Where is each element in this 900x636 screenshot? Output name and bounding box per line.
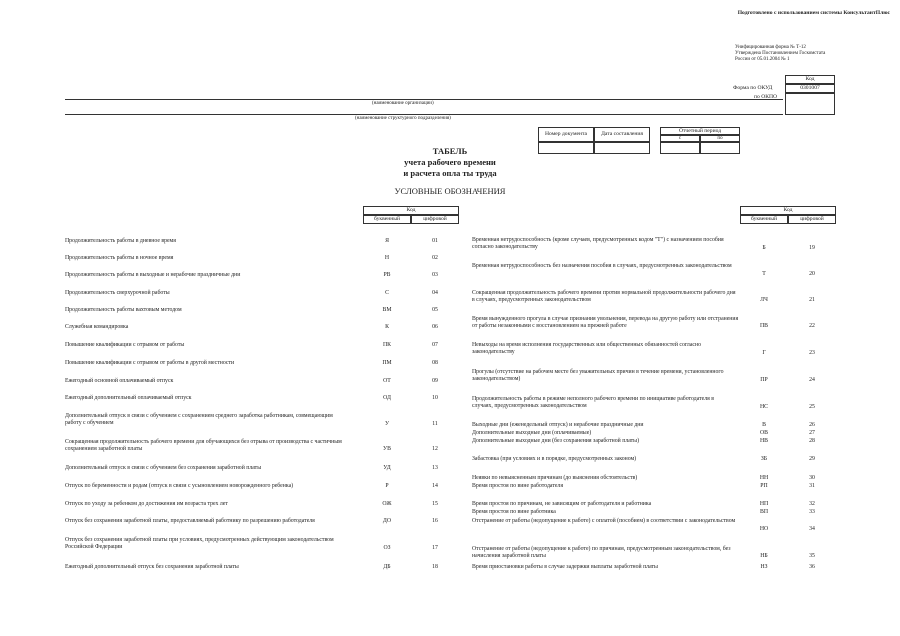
legend-item-text: Повышение квалификации с отрывом от работы в другой местности (65, 360, 235, 366)
legend-item-digit: 05 (432, 307, 438, 313)
legend-item-digit: 04 (432, 290, 438, 296)
title-line-2: учета рабочего времени (404, 157, 496, 167)
doc-number-header (538, 127, 594, 142)
legend-item-text: Ежегодный дополнительный отпуск без сохранения заработной платы (65, 564, 239, 570)
doc-date-header (594, 127, 650, 142)
legend-item-digit: 33 (809, 509, 815, 515)
title-line-1: ТАБЕЛЬ (432, 146, 468, 156)
legend-item-letter: В (762, 422, 766, 428)
legend-item-letter: РП (760, 483, 768, 489)
legend-item-digit: 20 (809, 271, 815, 277)
legend-item-digit: 13 (432, 465, 438, 471)
legend-item-text: Время приостановки работы в случае задержки выплаты заработной платы (472, 564, 658, 570)
form-line-3: России от 05.01.2004 № 1 (735, 57, 790, 62)
legend-item-digit: 02 (432, 255, 438, 261)
okud-code-header (785, 75, 835, 84)
legend-item-digit: 34 (809, 526, 815, 532)
okpo-value-cell (785, 93, 835, 115)
legend-item-letter: С (385, 290, 389, 296)
legend-item-digit: 18 (432, 564, 438, 570)
period-to-label: по (717, 136, 723, 141)
org-name-line (65, 99, 783, 100)
period-header (660, 127, 740, 135)
legend-item-letter: ОВ (759, 430, 769, 436)
doc-date-value[interactable] (594, 142, 650, 154)
legend-item-digit: 25 (809, 404, 815, 410)
legend-item-digit: 19 (809, 245, 815, 251)
legend-item-text: Отпуск по уходу за ребенком до достижения им возраста трех лет (65, 501, 228, 507)
legend-item-digit: 21 (809, 297, 815, 303)
right-code-label: Код (783, 207, 793, 213)
legend-item-letter: ВМ (382, 307, 392, 313)
left-digit-label: цифровой (423, 216, 447, 222)
legend-item-text: Ежегодный дополнительный оплачиваемый отпуск (65, 395, 192, 401)
right-digit-label: цифровой (800, 216, 824, 222)
legend-item-digit: 03 (432, 272, 438, 278)
period-label: Отчетный период (678, 128, 722, 134)
legend-item-letter: ОЗ (383, 545, 391, 551)
legend-item-text: Дополнительный отпуск в связи с обучением без сохранения заработной платы (65, 465, 262, 471)
legend-item-letter: Т (762, 271, 766, 277)
legend-item-text: Отстранение от работы (недопущение к работе) с оплатой (пособием) в соответствии с законодательством (472, 518, 736, 524)
form-line-2: Утверждена Постановлением Госкомстата (735, 51, 826, 56)
period-to-header (700, 135, 740, 142)
legend-item-digit: 15 (432, 501, 438, 507)
doc-number-label: Номер документа (545, 131, 587, 137)
okpo-label: по ОКПО (754, 94, 778, 100)
legend-item-digit: 31 (809, 483, 815, 489)
legend-item-letter: НП (759, 501, 769, 507)
legend-item-letter: НЗ (760, 564, 768, 570)
legend-item-digit: 01 (432, 238, 438, 244)
legend-item-letter: ПМ (382, 360, 392, 366)
legend-item-letter: ПВ (759, 323, 769, 329)
legend-item-text: Время простоя по вине работника (472, 509, 556, 515)
doc-date-label: Дата составления (601, 131, 643, 137)
legend-item-digit: 35 (809, 553, 815, 559)
left-digit-header (411, 215, 459, 224)
legend-item-letter: Я (385, 238, 389, 244)
legend-item-text: Продолжительность работы вахтовым методом (65, 307, 182, 313)
legend-item-letter: ДБ (383, 564, 391, 570)
legend-item-text: Дополнительный отпуск в связи с обучением с сохранением среднего заработка работникам, совмещающим работу с обучением (65, 413, 333, 426)
legend-item-letter: ЗБ (760, 456, 768, 462)
form-line-1: Унифицированная форма № Т-12 (735, 45, 806, 50)
legend-item-text: Неявки по невыясненным причинам (до выяснения обстоятельств) (472, 475, 638, 481)
left-code-label: Код (406, 207, 416, 213)
legend-item-text: Время простоя по вине работодателя (472, 483, 563, 489)
legend-item-letter: РВ (383, 272, 391, 278)
legend-item-text: Ежегодный основной оплачиваемый отпуск (65, 378, 174, 384)
legend-item-digit: 27 (809, 430, 815, 436)
legend-item-text: Временная нетрудоспособность (кроме случаев, предусмотренных кодом "Т") с назначением пособия согласно законодательству (472, 237, 724, 250)
legend-item-text: Продолжительность работы в дневное время (65, 238, 176, 244)
legend-item-text: Невыходы на время исполнения государственных или общественных обязанностей согласно законодательству (472, 342, 701, 355)
legend-item-letter: ОТ (383, 378, 391, 384)
legend-item-text: Отпуск по беременности и родам (отпуск в связи с усыновлением новорожденного ребенка) (65, 483, 294, 489)
right-digit-header (788, 215, 836, 224)
legend-item-text: Дополнительные выходные дни (без сохранения заработной платы) (472, 438, 639, 444)
legend-item-digit: 06 (432, 324, 438, 330)
legend-item-text: Продолжительность сверхурочной работы (65, 290, 170, 296)
legend-item-letter: Г (762, 350, 766, 356)
legend-item-digit: 11 (432, 421, 438, 427)
legend-item-letter: НО (759, 526, 769, 532)
legend-item-digit: 17 (432, 545, 438, 551)
right-letter-label: буквенный (751, 216, 777, 222)
legend-item-text: Отпуск без сохранения заработной платы, предоставляемый работнику по разрешению работодателя (65, 518, 315, 524)
prepared-note: Подготовлено с использованием системы КонсультантПлюс (737, 10, 890, 16)
legend-item-text: Продолжительность работы в режиме неполного рабочего времени по инициативе работодателя в случаях, предусмотренных законодательством (472, 396, 714, 409)
legend-item-digit: 28 (809, 438, 815, 444)
legend-item-digit: 10 (432, 395, 438, 401)
legend-item-digit: 30 (809, 475, 815, 481)
okud-code-label: Код (805, 76, 815, 82)
legend-item-text: Время вынужденного прогула в случае признания увольнения, перевода на другую работу или отстранения от работы незаконными с восстановлением на прежней работе (472, 316, 739, 329)
okud-value-cell (785, 84, 835, 93)
legend-item-letter: НН (759, 475, 769, 481)
legend-item-digit: 36 (809, 564, 815, 570)
legend-item-text: Отстранение от работы (недопущение к работе) по причинам, предусмотренным законодательством, без начисления заработной платы (472, 546, 731, 559)
org-name-caption: (наименование организации) (372, 101, 434, 106)
legend-item-letter: НВ (759, 438, 769, 444)
legend-item-letter: ПР (760, 377, 768, 383)
okud-label: Форма по ОКУД (733, 85, 773, 91)
legend-item-digit: 16 (432, 518, 438, 524)
okud-value: 0301007 (800, 85, 820, 91)
legend-item-text: Сокращенная продолжительность рабочего времени для обучающихся без отрыва от производства с частичным сохранением заработной платы (65, 439, 342, 452)
legend-item-text: Прогулы (отсутствие на рабочем месте без уважительных причин в течение времени, установленного законодательством) (472, 369, 724, 382)
period-to-value[interactable] (700, 142, 740, 154)
legend-item-text: Сокращенная продолжительность рабочего времени против нормальной продолжительности рабочего дня в случаях, предусмотренных законодательством (472, 290, 736, 303)
legend-item-letter: ДО (382, 518, 392, 524)
legend-item-letter: УД (383, 465, 391, 471)
legend-item-text: Выходные дни (еженедельный отпуск) и нерабочие праздничные дни (472, 422, 644, 428)
legend-item-letter: У (384, 421, 390, 427)
legend-item-letter: ОЖ (382, 501, 392, 507)
legend-item-letter: Н (384, 255, 390, 261)
legend-item-digit: 14 (432, 483, 438, 489)
legend-item-digit: 12 (432, 446, 438, 452)
section-title: УСЛОВНЫЕ ОБОЗНАЧЕНИЯ (394, 186, 506, 196)
legend-item-letter: Б (762, 245, 766, 251)
right-letter-header (740, 215, 788, 224)
legend-item-text: Дополнительные выходные дни (оплачиваемые) (472, 430, 592, 436)
legend-item-text: Повышение квалификации с отрывом от работы (65, 342, 185, 348)
legend-item-letter: ПК (382, 342, 392, 348)
legend-item-letter: К (385, 324, 389, 330)
legend-item-text: Отпуск без сохранения заработной платы при условиях, предусмотренных действующим законодательством Российской Федерации (65, 537, 334, 550)
legend-item-digit: 29 (809, 456, 815, 462)
left-code-header (363, 206, 459, 215)
legend-item-digit: 09 (432, 378, 438, 384)
legend-item-letter: ОД (383, 395, 391, 401)
legend-item-letter: ВП (759, 509, 769, 515)
legend-item-text: Временная нетрудоспособность без назначения пособия в случаях, предусмотренных законодательством (472, 263, 732, 269)
dept-name-line (65, 114, 783, 115)
period-from-value[interactable] (660, 142, 700, 154)
left-letter-header (363, 215, 411, 224)
legend-item-letter: ЛЧ (760, 297, 768, 303)
legend-item-letter: НБ (760, 553, 768, 559)
left-letter-label: буквенный (374, 216, 400, 222)
legend-item-digit: 08 (432, 360, 438, 366)
title-line-3: и расчета опла ты труда (403, 168, 497, 178)
legend-item-digit: 24 (809, 377, 815, 383)
legend-item-digit: 23 (809, 350, 815, 356)
legend-item-text: Служебная командировка (65, 324, 129, 330)
dept-name-caption: (наименование структурного подразделения) (355, 116, 451, 121)
legend-item-text: Продолжительность работы в ночное время (65, 255, 174, 261)
period-from-header (660, 135, 700, 142)
legend-item-digit: 26 (809, 422, 815, 428)
legend-item-letter: Р (385, 483, 389, 489)
legend-item-text: Время простоя по причинам, не зависящим от работодателя и работника (472, 501, 652, 507)
legend-item-letter: НС (759, 404, 769, 410)
period-from-label: с (678, 136, 682, 141)
legend-item-letter: УВ (383, 446, 391, 452)
legend-item-digit: 22 (809, 323, 815, 329)
legend-item-digit: 32 (809, 501, 815, 507)
legend-item-digit: 07 (432, 342, 438, 348)
legend-item-text: Продолжительность работы в выходные и нерабочие праздничные дни (65, 272, 241, 278)
legend-item-text: Забастовка (при условиях и в порядке, предусмотренных законом) (472, 456, 637, 462)
right-code-header (740, 206, 836, 215)
